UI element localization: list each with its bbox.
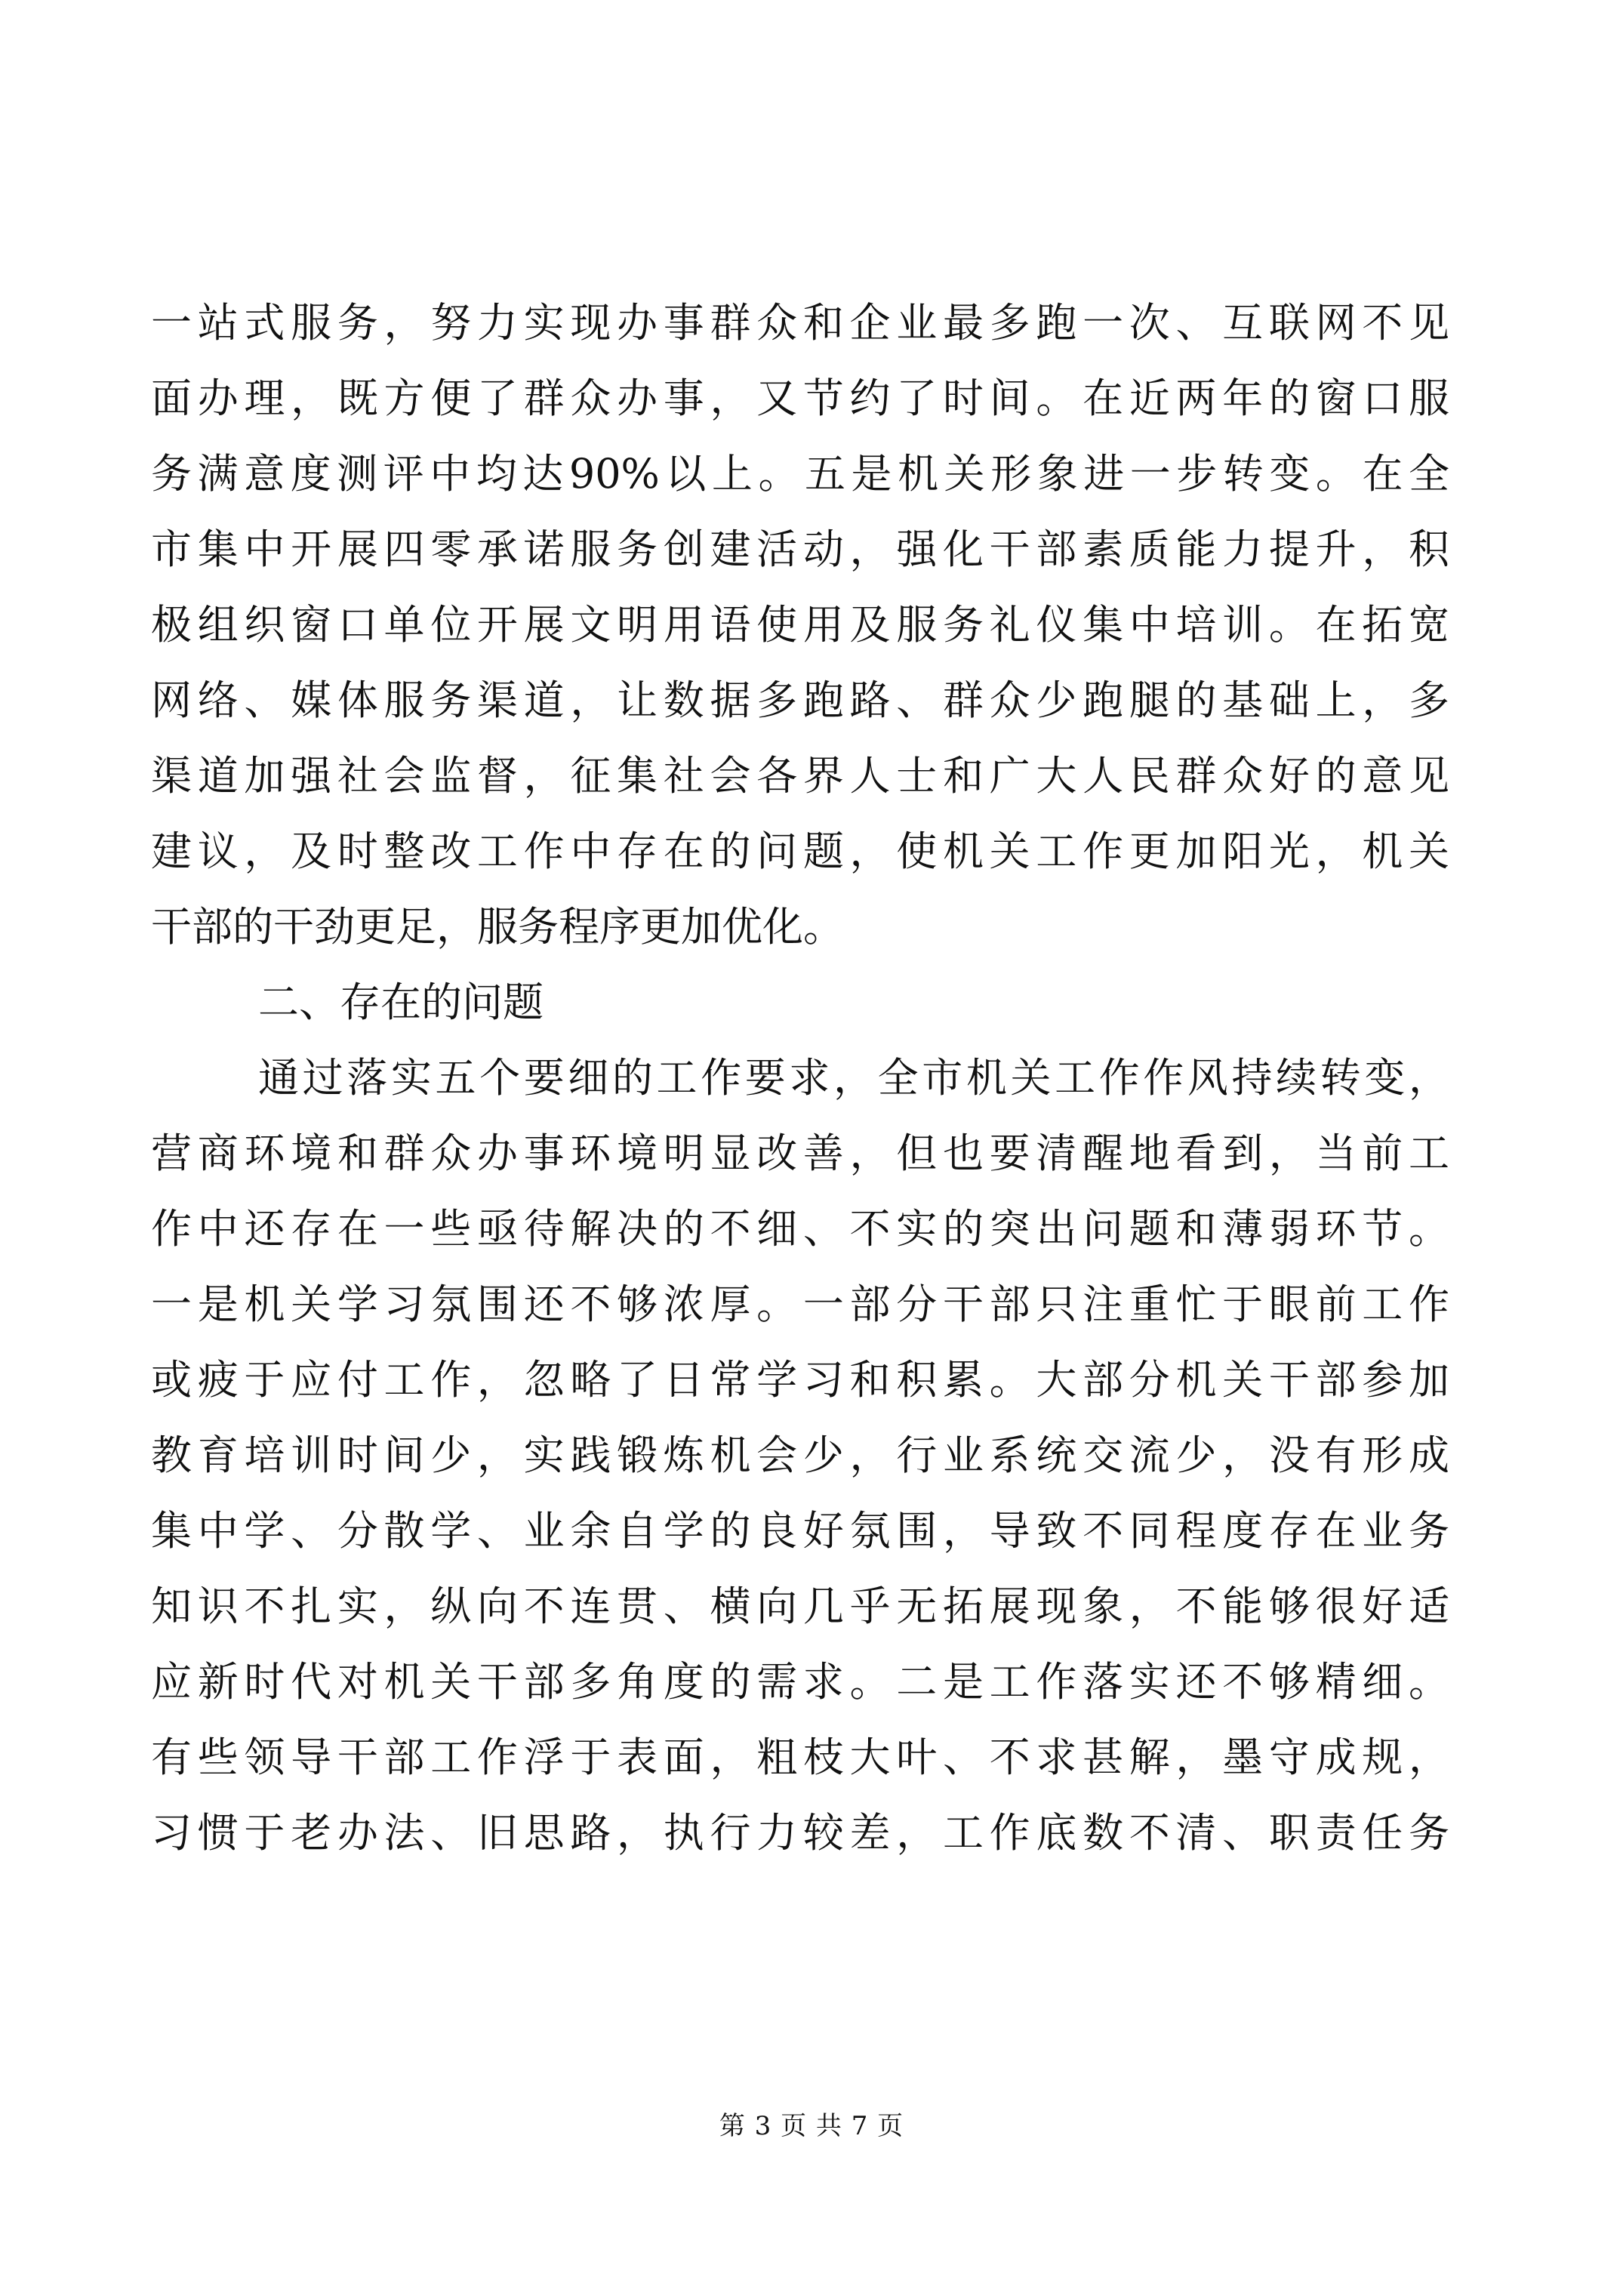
text-line: 有些领导干部工作浮于表面，粗枝大叶、不求甚解，墨守成规，: [151, 1734, 1449, 1781]
text-line: 知识不扎实，纵向不连贯、横向几乎无拓展现象，不能够很好适: [151, 1583, 1449, 1630]
section-heading: 二、存在的问题: [258, 978, 544, 1026]
text-line: 一是机关学习氛围还不够浓厚。一部分干部只注重忙于眼前工作: [151, 1281, 1449, 1328]
text-line: 极组织窗口单位开展文明用语使用及服务礼仪集中培训。在拓宽: [151, 601, 1449, 649]
text-line: 集中学、分散学、业余自学的良好氛围，导致不同程度存在业务: [151, 1507, 1449, 1555]
document-body: [151, 285, 1449, 1871]
text-line: 作中还存在一些亟待解决的不细、不实的突出问题和薄弱环节。: [151, 1205, 1449, 1253]
text-line: 建议，及时整改工作中存在的问题，使机关工作更加阳光，机关: [151, 827, 1449, 875]
text-line: 渠道加强社会监督，征集社会各界人士和广大人民群众好的意见: [151, 752, 1449, 800]
text-line: 一站式服务，努力实现办事群众和企业最多跑一次、互联网不见: [151, 299, 1449, 347]
text-line: 务满意度测评中均达90%以上。五是机关形象进一步转变。在全: [151, 450, 1449, 498]
text-line: 教育培训时间少，实践锻炼机会少，行业系统交流少，没有形成: [151, 1432, 1449, 1479]
text-line: 市集中开展四零承诺服务创建活动，强化干部素质能力提升，积: [151, 525, 1449, 573]
text-line: 或疲于应付工作，忽略了日常学习和积累。大部分机关干部参加: [151, 1356, 1449, 1404]
text-line: 网络、媒体服务渠道，让数据多跑路、群众少跑腿的基础上，多: [151, 676, 1449, 724]
text-line: 营商环境和群众办事环境明显改善，但也要清醒地看到，当前工: [151, 1130, 1449, 1177]
text-line: 面办理，既方便了群众办事，又节约了时间。在近两年的窗口服: [151, 374, 1449, 422]
text-line: 习惯于老办法、旧思路，执行力较差，工作底数不清、职责任务: [151, 1809, 1449, 1857]
text-line: 应新时代对机关干部多角度的需求。二是工作落实还不够精细。: [151, 1658, 1449, 1706]
text-line: 干部的干劲更足，服务程序更加优化。: [151, 903, 844, 951]
page-footer: 第 3 页 共 7 页: [719, 2111, 904, 2141]
text-line: 通过落实五个要细的工作要求，全市机关工作作风持续转变，: [258, 1054, 1449, 1102]
